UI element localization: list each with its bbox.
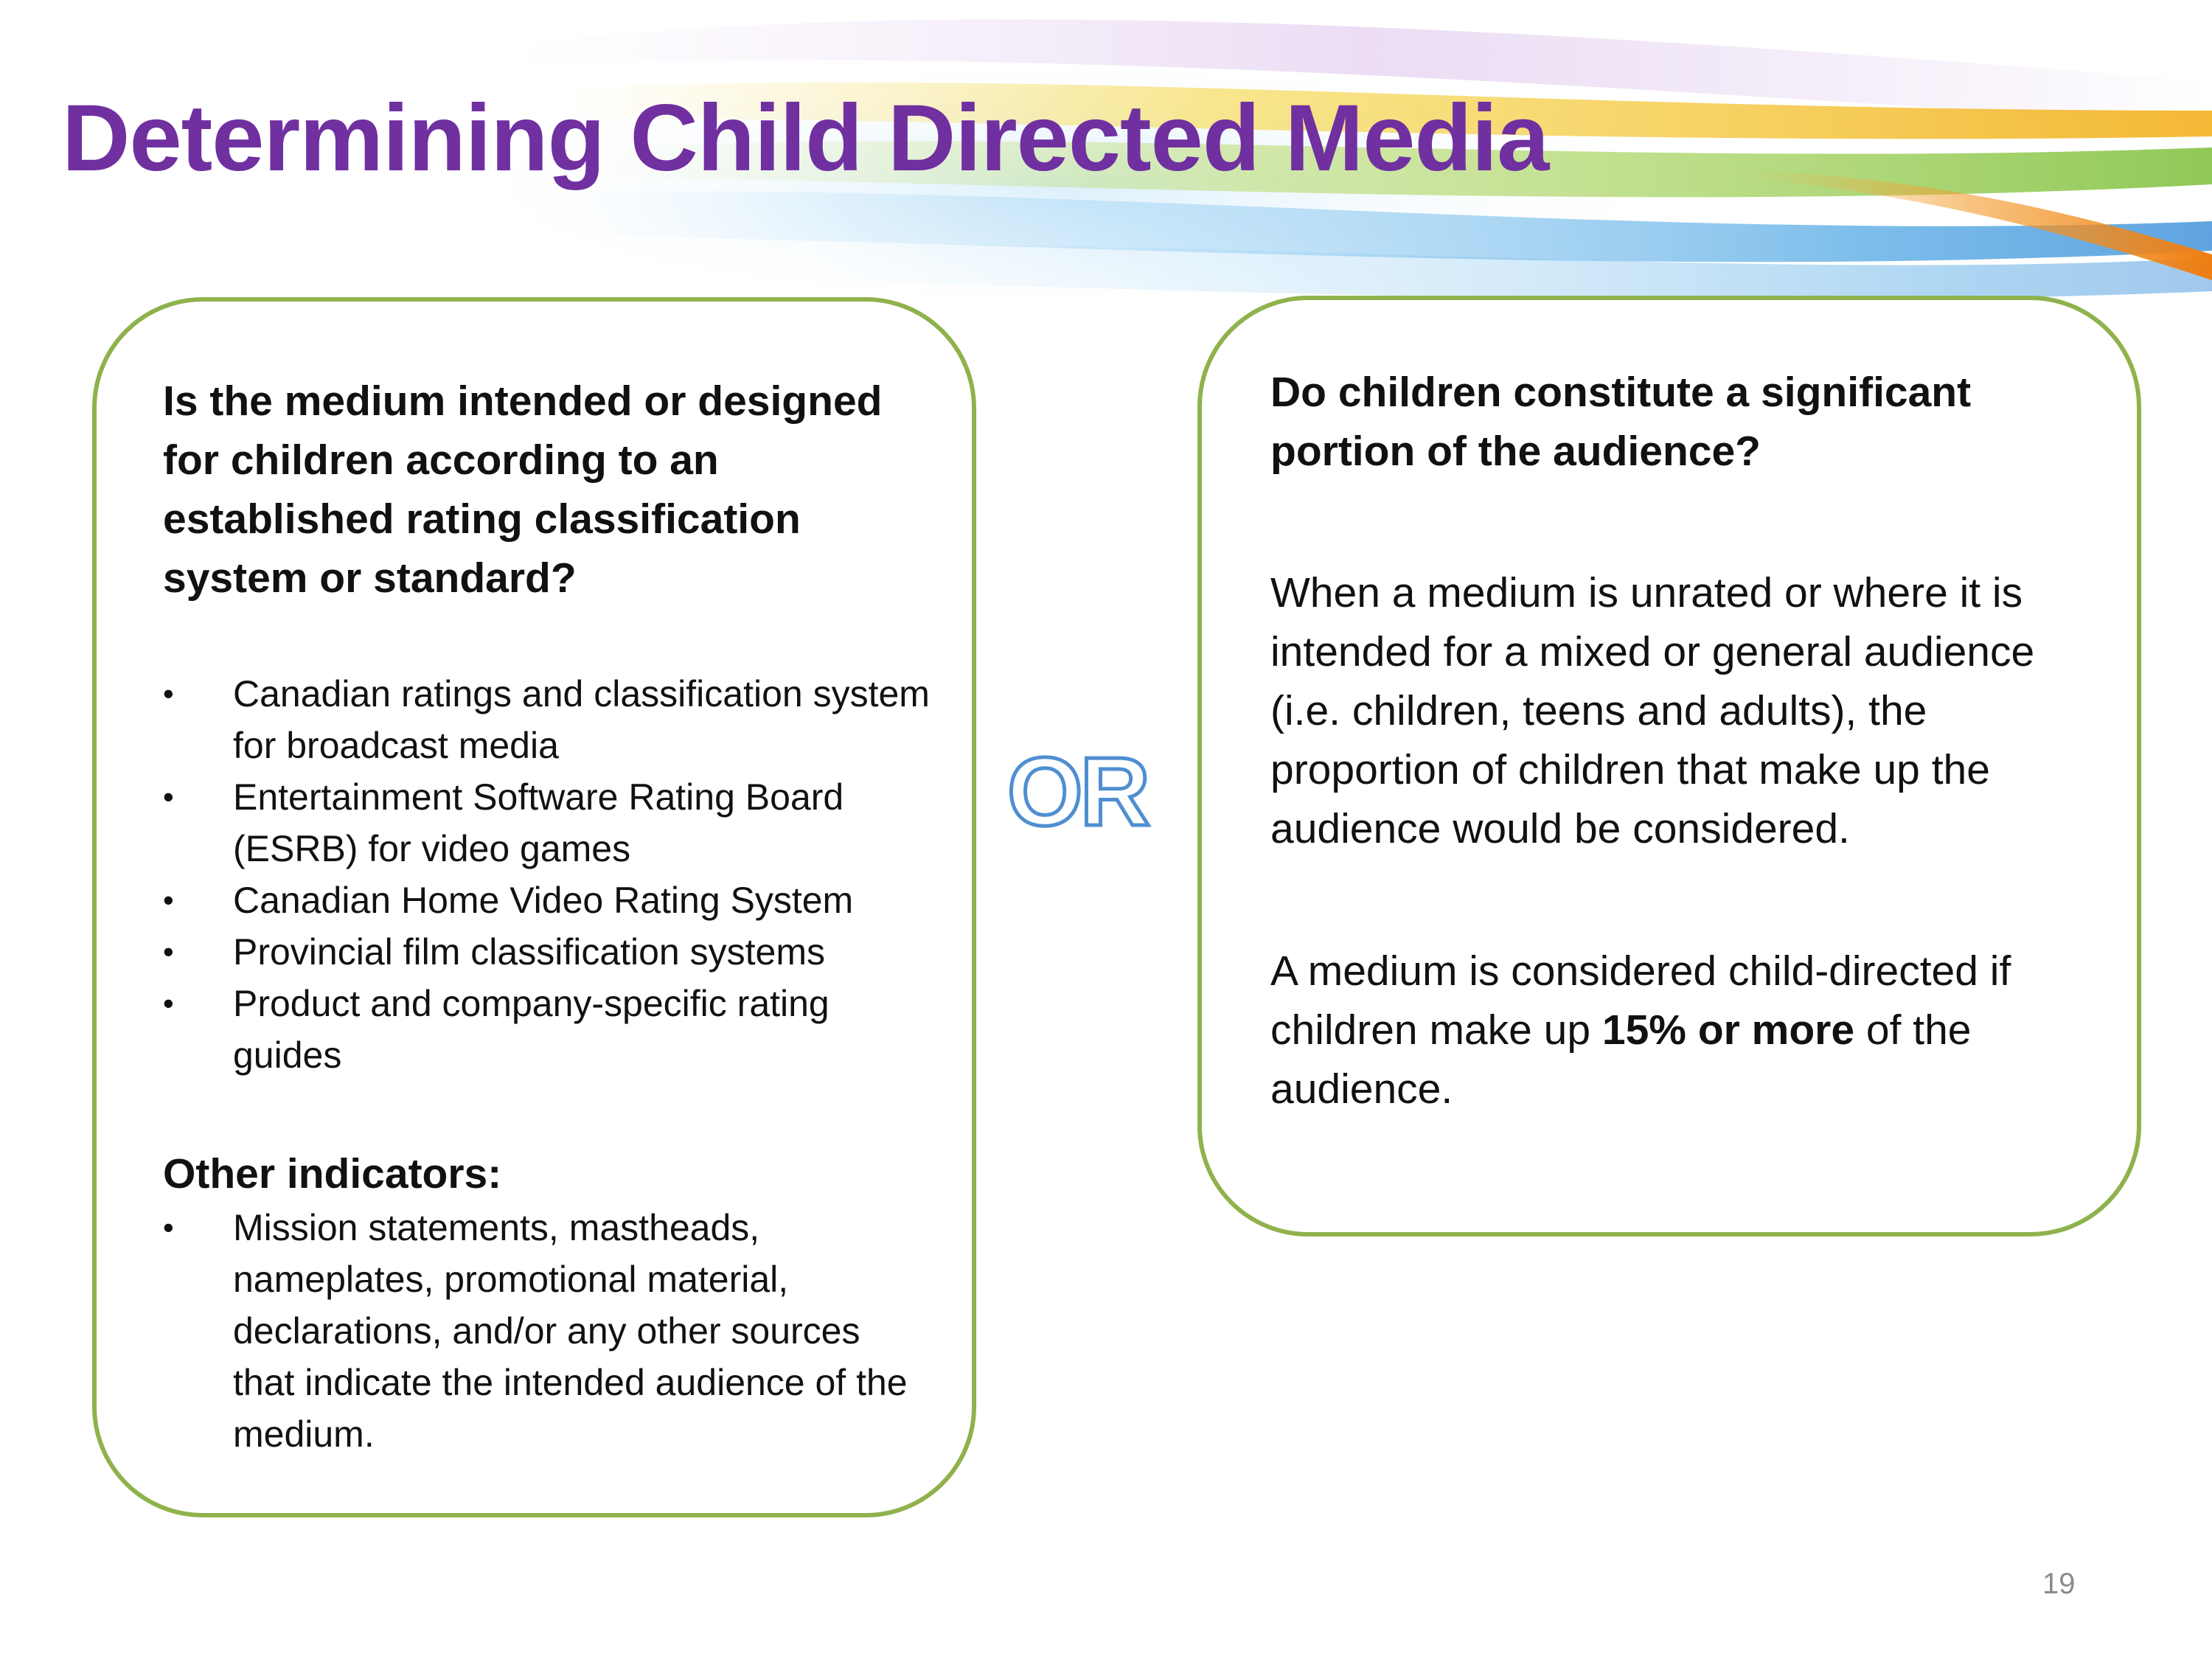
rating-system-content bbox=[163, 372, 930, 1460]
list-item-text: Canadian Home Video Rating System bbox=[233, 880, 854, 921]
audience-proportion-panel bbox=[1197, 296, 2141, 1237]
list-item bbox=[163, 978, 930, 1081]
or-connector: OR bbox=[1007, 737, 1147, 846]
bullet-icon: • bbox=[163, 676, 174, 711]
rating-system-panel bbox=[92, 297, 976, 1517]
threshold-paragraph bbox=[1270, 942, 2104, 1119]
bullet-icon: • bbox=[163, 1210, 174, 1245]
threshold-text-start: A medium is considered child-directed if children make up bbox=[1270, 947, 2011, 1054]
bullet-icon: • bbox=[163, 779, 174, 814]
list-item bbox=[163, 668, 930, 771]
unrated-medium-paragraph: When a medium is unrated or where it is intended for a mixed or general audience (i.e. children, teens and adults), the proportion of children that make up the audience would be considered. bbox=[1270, 569, 2035, 852]
threshold-text-end: of the audience. bbox=[1270, 1006, 1972, 1113]
list-item-text: Mission statements, mastheads, nameplates, promotional material, declarations, and/or any other sources that indicate the intended audience of the medium. bbox=[233, 1207, 908, 1455]
threshold-percentage: 15% or more bbox=[1601, 1006, 1855, 1054]
bullet-icon: • bbox=[163, 986, 174, 1020]
list-item bbox=[163, 771, 930, 874]
list-item bbox=[163, 1202, 930, 1460]
list-item bbox=[163, 874, 930, 926]
rating-system-question: Is the medium intended or designed for children according to an established rating classification system or standard? bbox=[163, 378, 883, 602]
audience-proportion-content bbox=[1270, 363, 2104, 1119]
list-item-text: Entertainment Software Rating Board (ESRB) for video games bbox=[233, 776, 844, 869]
bullet-icon: • bbox=[163, 883, 174, 917]
list-item bbox=[163, 926, 930, 978]
slide-title: Determining Child Directed Media bbox=[62, 86, 1549, 191]
page-number: 19 bbox=[2042, 1568, 2076, 1600]
list-item-text: Provincial film classification systems bbox=[233, 931, 825, 973]
list-item-text: Canadian ratings and classification system for broadcast media bbox=[233, 673, 930, 766]
other-indicators-heading: Other indicators: bbox=[163, 1150, 502, 1197]
bullet-icon: • bbox=[163, 934, 174, 969]
audience-question: Do children constitute a significant portion of the audience? bbox=[1270, 369, 1972, 475]
other-indicators-list bbox=[163, 1202, 930, 1460]
rating-systems-list bbox=[163, 668, 930, 1081]
list-item-text: Product and company-specific rating guides bbox=[233, 983, 830, 1076]
